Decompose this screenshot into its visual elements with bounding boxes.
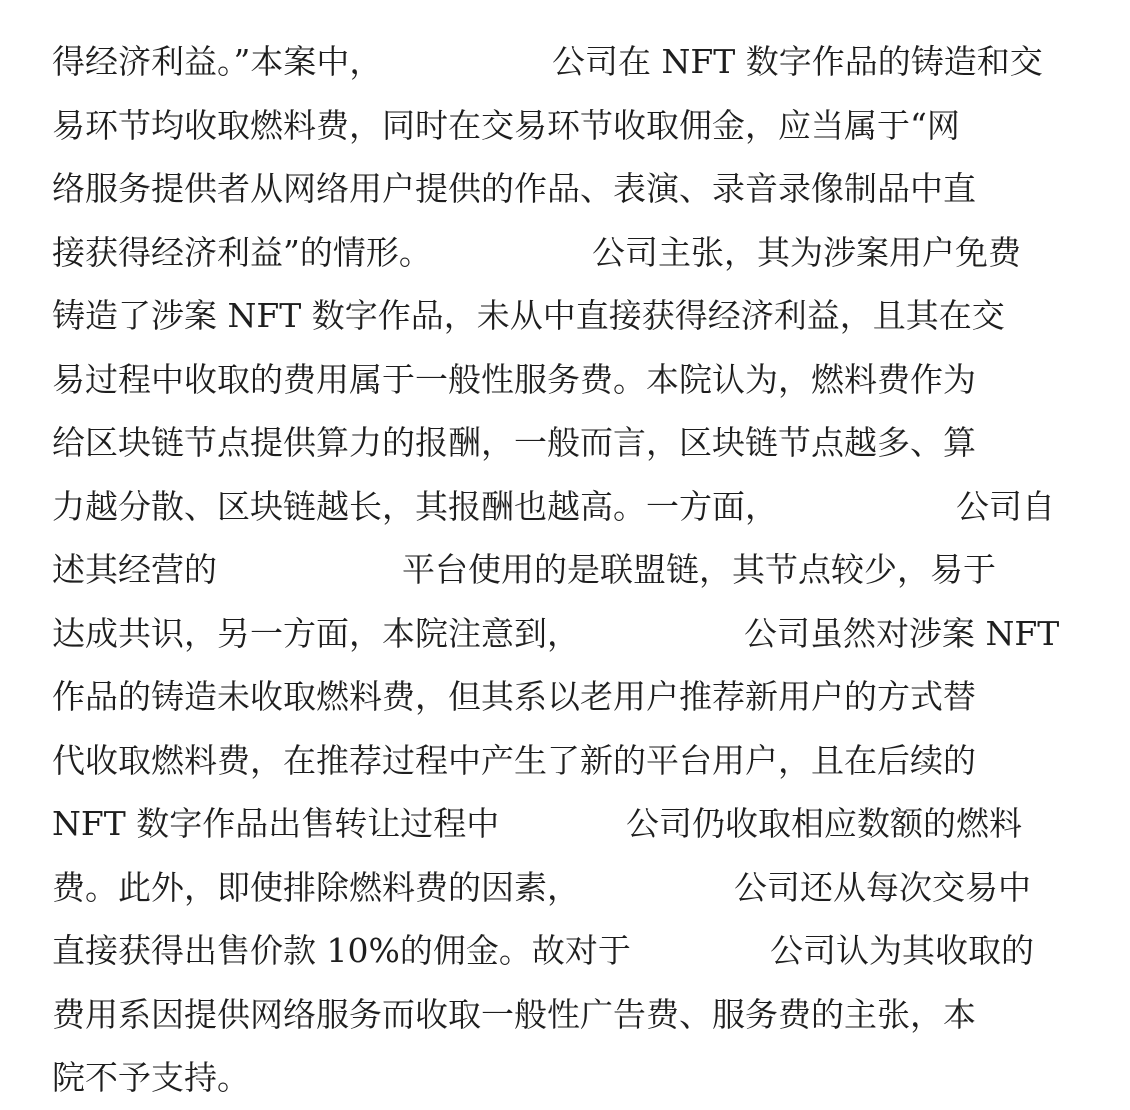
line-15-part-1: 直接获得出售价款 10%的佣金。故对于 <box>52 931 631 970</box>
line-10-part-1: 达成共识，另一方面，本院注意到， <box>52 613 580 653</box>
line-8-part-2: 公司自 <box>956 486 1055 526</box>
line-14-part-1: 费。此外，即使排除燃料费的因素， <box>52 867 580 907</box>
line-1-part-2: 公司在 NFT 数字作品的铸造和交 <box>552 42 1043 81</box>
text-line-12 <box>52 729 1082 793</box>
text-line-6 <box>52 348 1082 412</box>
line-12-part-1: 代收取燃料费，在推荐过程中产生了新的平台用户，且在后续的 <box>52 740 976 780</box>
line-13-part-1: NFT 数字作品出售转让过程中 <box>52 804 500 843</box>
line-10-part-2: 公司虽然对涉案 NFT <box>744 613 1060 653</box>
text-line-11 <box>52 665 1082 729</box>
document-page <box>52 30 1082 1110</box>
line-11-part-1: 作品的铸造未收取燃料费，但其系以老用户推荐新用户的方式替 <box>52 677 976 716</box>
text-line-15 <box>52 919 1082 983</box>
line-9-part-1: 述其经营的 <box>52 550 217 589</box>
text-line-8 <box>52 475 1082 539</box>
text-line-10 <box>52 602 1082 666</box>
text-line-9 <box>52 538 1082 602</box>
line-6-part-1: 易过程中收取的费用属于一般性服务费。本院认为，燃料费作为 <box>52 359 976 399</box>
text-line-3 <box>52 157 1082 221</box>
line-3-part-1: 络服务提供者从网络用户提供的作品、表演、录音录像制品中直 <box>52 169 976 208</box>
text-line-17 <box>52 1046 1082 1110</box>
line-13-part-2: 公司仍收取相应数额的燃料 <box>626 804 1022 843</box>
text-line-4 <box>52 221 1082 285</box>
line-4-part-2: 公司主张，其为涉案用户免费 <box>592 232 1021 272</box>
line-16-part-1: 费用系因提供网络服务而收取一般性广告费、服务费的主张，本 <box>52 994 976 1034</box>
text-line-1 <box>52 30 1082 94</box>
line-17-part-1: 院不予支持。 <box>52 1058 250 1097</box>
text-line-14 <box>52 856 1082 920</box>
line-2-part-1: 易环节均收取燃料费，同时在交易环节收取佣金，应当属于“网 <box>52 105 960 145</box>
line-5-part-1: 铸造了涉案 NFT 数字作品，未从中直接获得经济利益，且其在交 <box>52 296 1005 335</box>
line-8-part-1: 力越分散、区块链越长，其报酬也越高。一方面， <box>52 486 778 526</box>
text-line-7 <box>52 411 1082 475</box>
line-7-part-1: 给区块链节点提供算力的报酬，一般而言，区块链节点越多、算 <box>52 423 976 462</box>
text-line-5 <box>52 284 1082 348</box>
line-15-part-2: 公司认为其收取的 <box>770 931 1034 970</box>
line-1-part-1: 得经济利益。”本案中， <box>52 42 383 81</box>
text-line-2 <box>52 94 1082 158</box>
text-line-13 <box>52 792 1082 856</box>
line-14-part-2: 公司还从每次交易中 <box>734 867 1031 907</box>
text-line-16 <box>52 983 1082 1047</box>
line-4-part-1: 接获得经济利益”的情形。 <box>52 232 432 272</box>
line-9-part-2: 平台使用的是联盟链，其节点较少，易于 <box>402 550 996 589</box>
